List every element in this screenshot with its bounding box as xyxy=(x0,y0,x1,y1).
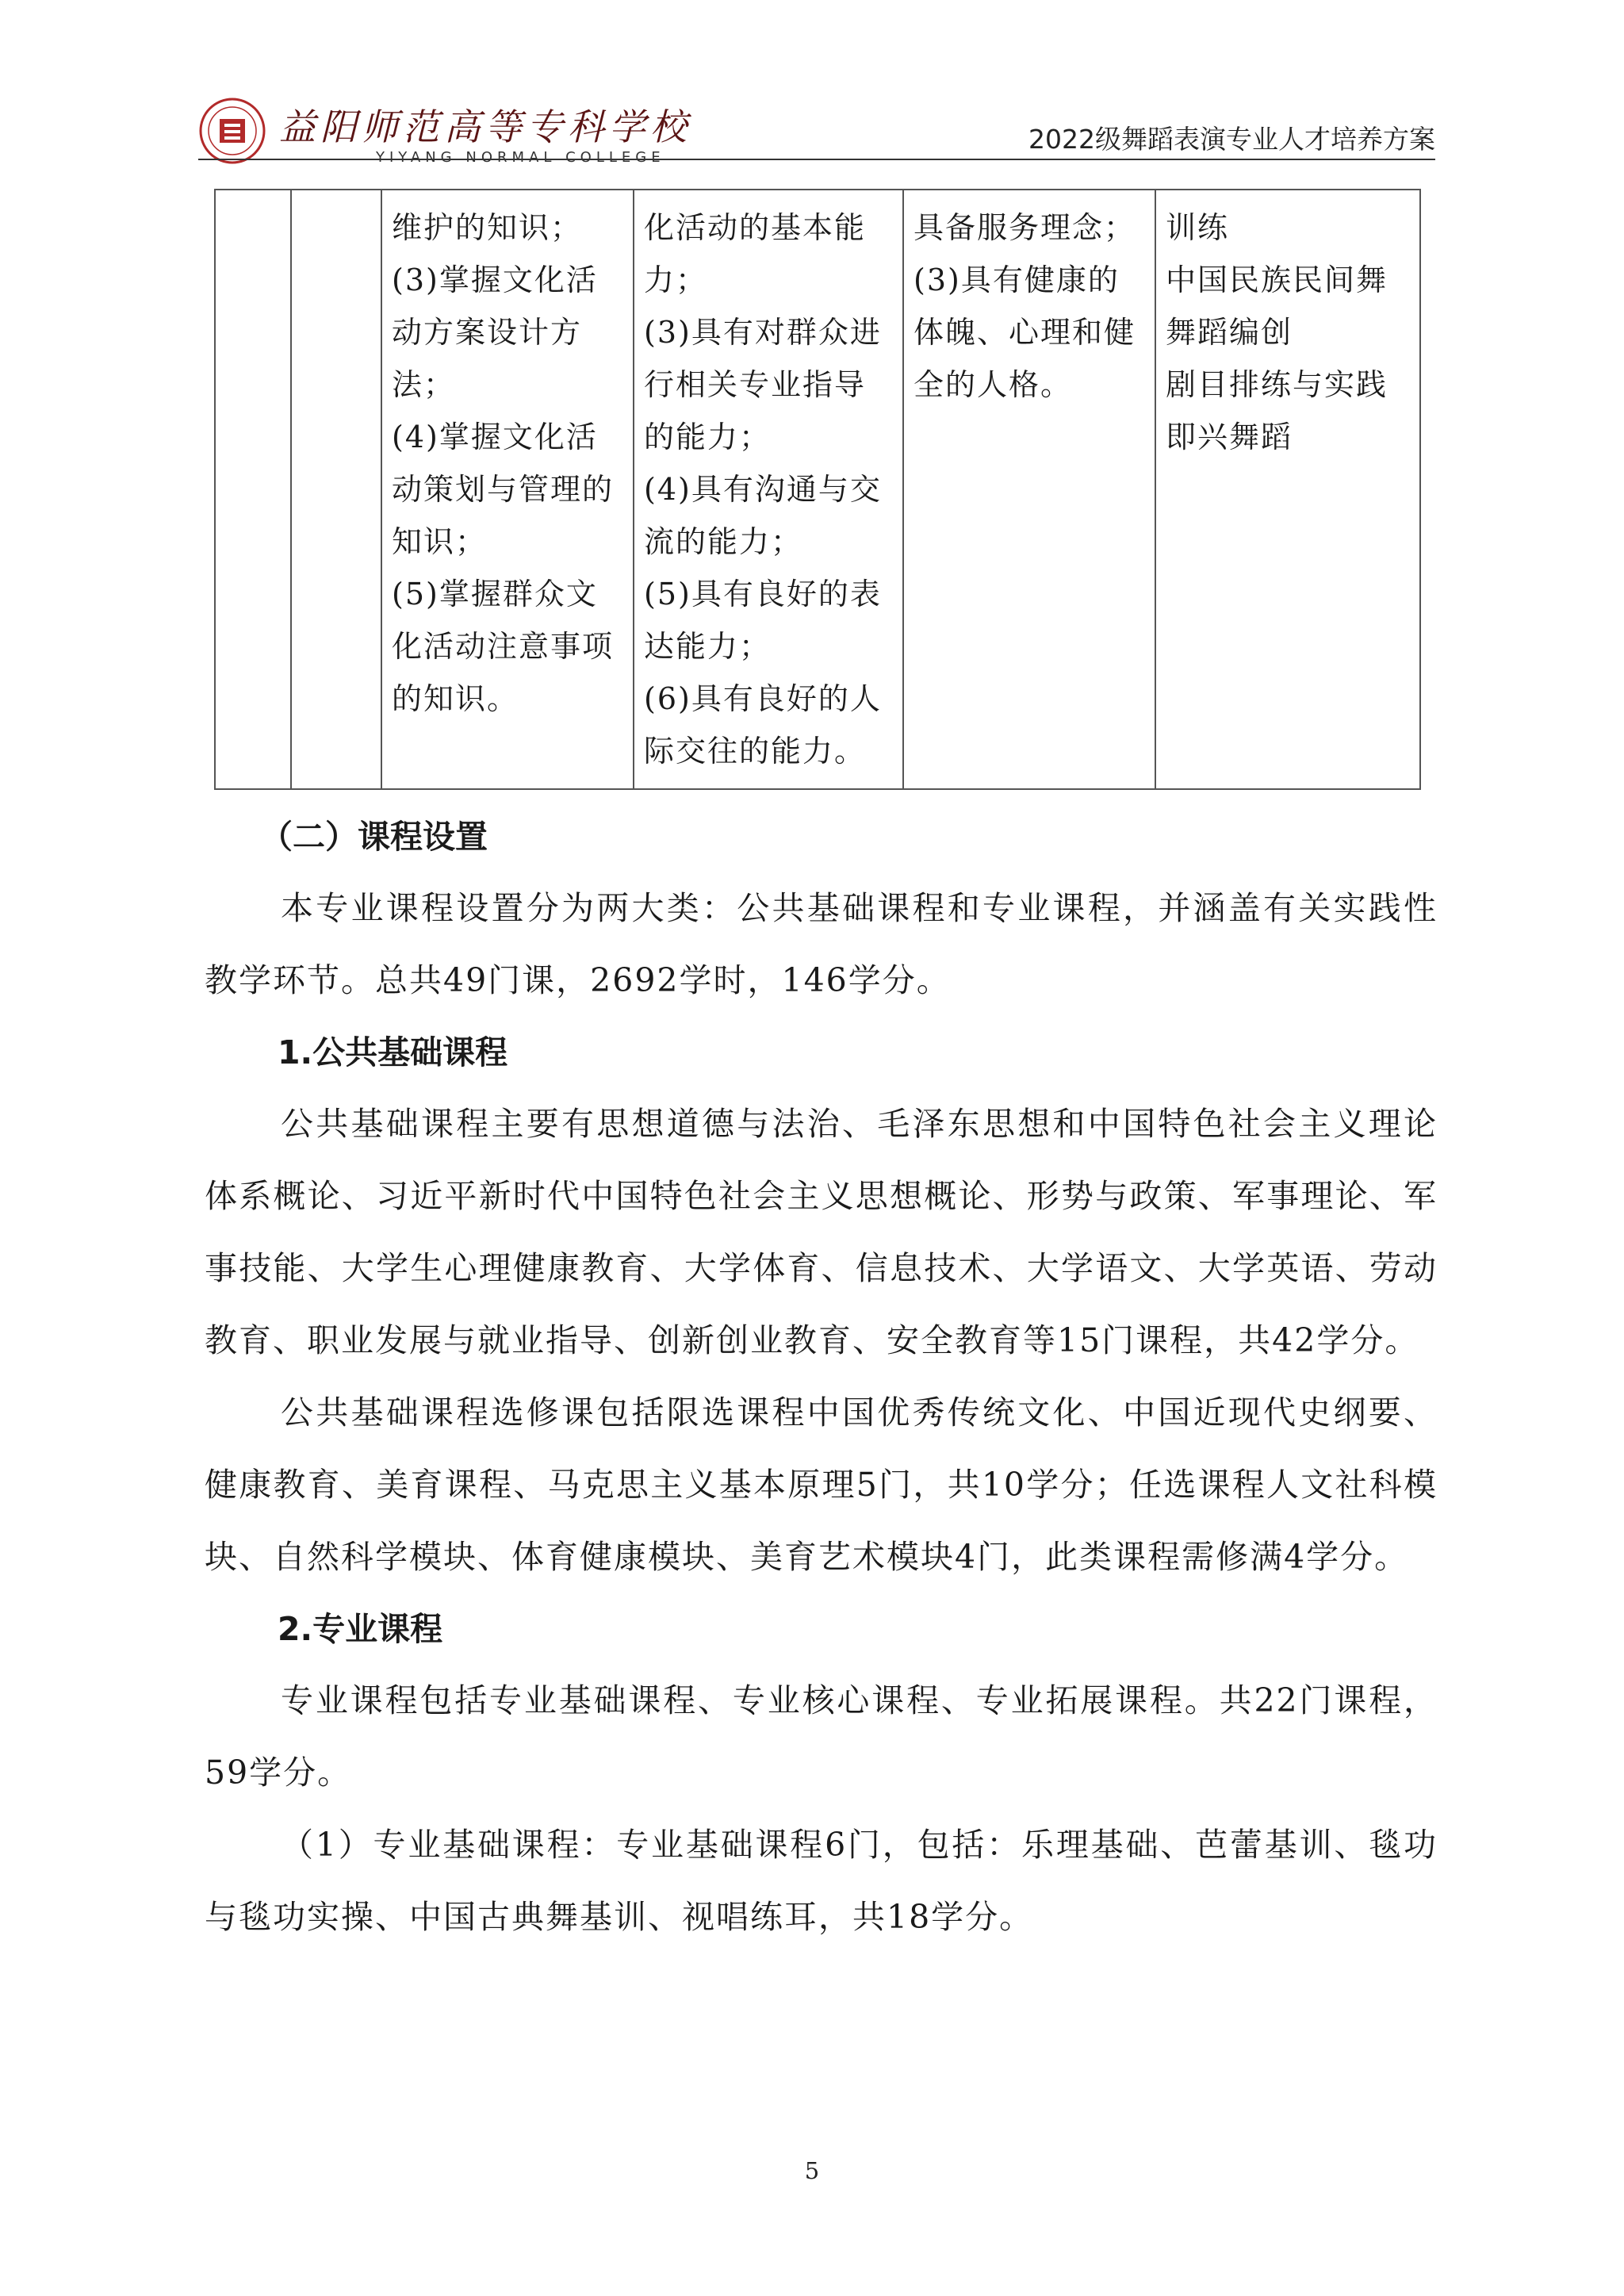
table-cell xyxy=(215,190,291,789)
subsection-heading: 1.公共基础课程 xyxy=(278,1033,508,1071)
table-cell xyxy=(381,190,634,789)
page-header xyxy=(198,87,1435,166)
school-name-cn: 益阳师范高等专科学校 xyxy=(279,105,691,148)
table-cell xyxy=(903,190,1155,789)
cell-text: 维护的知识； (3)掌握文化活 动方案设计方 法； (4)掌握文化活 动策划与管理的 知识； (5)掌握群众文 化活动注意事项 的知识。 xyxy=(392,210,615,716)
school-name-en: YIYANG NORMAL COLLEGE xyxy=(376,149,665,166)
paragraph: 专业课程包括专业基础课程、专业核心课程、专业拓展课程。共22门课程，59学分。 xyxy=(205,1681,1438,1792)
header-divider xyxy=(198,159,1435,160)
paragraph: 公共基础课程选修课包括限选课程中国优秀传统文化、中国近现代史纲要、健康教育、美育课程、马克思主义基本原理5门，共10学分；任选课程人文社科模块、自然科学模块、体育健康模块、美育艺术模块4门，此类课程需修满4学分。 xyxy=(205,1393,1438,1576)
requirements-table xyxy=(214,189,1421,790)
document-title: 2022级舞蹈表演专业人才培养方案 xyxy=(1028,124,1435,155)
table-cell xyxy=(291,190,381,789)
table-cell xyxy=(1155,190,1420,789)
section-heading: （二）课程设置 xyxy=(260,818,488,856)
main-content xyxy=(205,801,1438,1953)
paragraph: 公共基础课程主要有思想道德与法治、毛泽东思想和中国特色社会主义理论体系概论、习近平新时代中国特色社会主义思想概论、形势与政策、军事理论、军事技能、大学生心理健康教育、大学体育、信息技术、大学语文、大学英语、劳动教育、职业发展与就业指导、创新创业教育、安全教育等15门课程，共42学分。 xyxy=(205,1105,1438,1359)
table-cell xyxy=(634,190,903,789)
cell-text: 化活动的基本能 力； (3)具有对群众进 行相关专业指导 的能力； (4)具有沟通与交 流的能力； (5)具有良好的表 达能力； (6)具有良好的人 际交往的能力。 xyxy=(644,210,882,769)
school-seal-icon xyxy=(198,97,266,165)
page-number: 5 xyxy=(804,2157,820,2184)
paragraph: 本专业课程设置分为两大类：公共基础课程和专业课程，并涵盖有关实践性教学环节。总共49门课，2692学时，146学分。 xyxy=(205,889,1438,999)
subsection-heading: 2.专业课程 xyxy=(278,1610,443,1648)
table-row xyxy=(215,190,1420,789)
cell-text: 具备服务理念； (3)具有健康的 体魄、心理和健 全的人格。 xyxy=(914,210,1136,402)
cell-text: 训练 中国民族民间舞 舞蹈编创 剧目排练与实践 即兴舞蹈 xyxy=(1166,210,1388,454)
paragraph: （1）专业基础课程：专业基础课程6门，包括：乐理基础、芭蕾基训、毯功与毯功实操、中国古典舞基训、视唱练耳，共18学分。 xyxy=(205,1826,1438,1936)
